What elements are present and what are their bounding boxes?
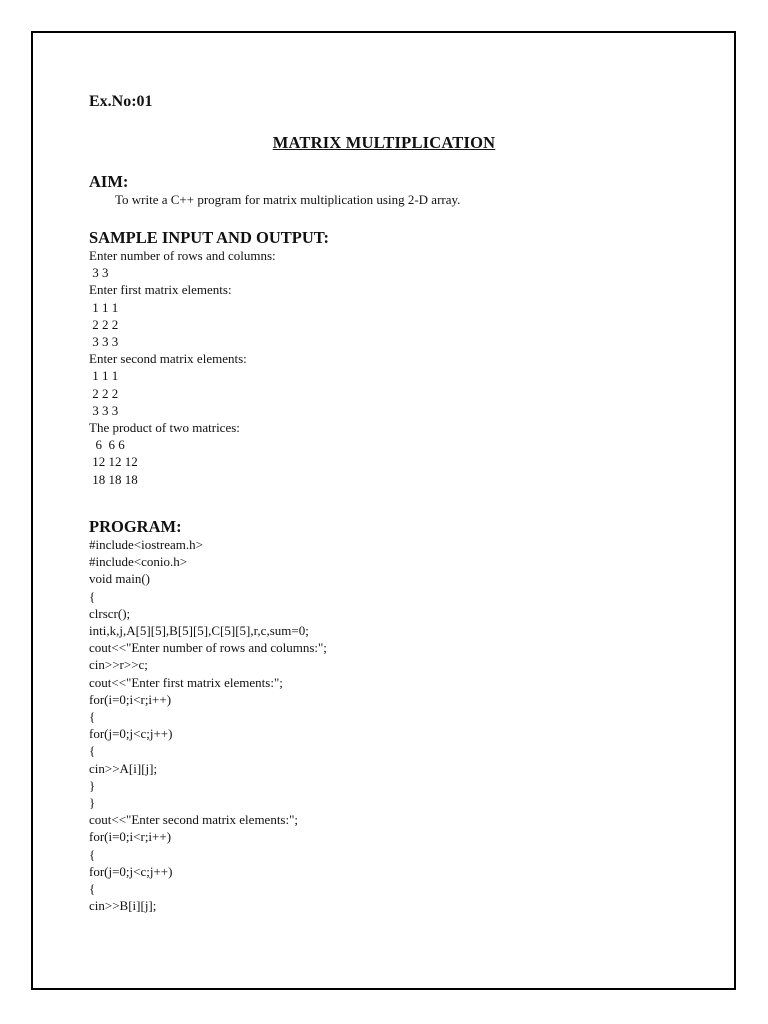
code-line: { <box>89 709 96 725</box>
code-line: cin>>A[i][j]; <box>89 760 158 776</box>
aim-text: To write a C++ program for matrix multiplication using 2-D array. <box>115 192 461 207</box>
code-line: } <box>89 777 96 793</box>
sample-io-line: 1 1 1 <box>89 299 119 315</box>
code-line: { <box>89 588 96 604</box>
sample-io-line: 6 6 6 <box>89 437 125 453</box>
sample-io-line: The product of two matrices: <box>89 420 240 436</box>
program-heading: PROGRAM: <box>89 517 182 536</box>
code-line: cout<<"Enter second matrix elements:"; <box>89 812 299 828</box>
code-line: { <box>89 743 96 759</box>
aim-heading: AIM: <box>89 172 129 191</box>
sample-io-line: 2 2 2 <box>89 316 119 332</box>
sample-io-heading: SAMPLE INPUT AND OUTPUT: <box>89 228 330 247</box>
code-line: { <box>89 881 96 897</box>
exercise-number: Ex.No:01 <box>89 93 153 110</box>
aim-section <box>89 172 460 208</box>
sample-io-line: 3 3 <box>89 265 109 281</box>
program-code <box>89 536 327 914</box>
code-line: for(i=0;i<r;i++) <box>89 829 172 845</box>
sample-io-line: 3 3 3 <box>89 334 119 350</box>
code-line: } <box>89 795 96 811</box>
code-line: { <box>89 846 96 862</box>
sample-io-line: Enter first matrix elements: <box>89 282 232 298</box>
code-line: cout<<"Enter number of rows and columns:"; <box>89 640 327 656</box>
sample-io-line: 1 1 1 <box>89 368 119 384</box>
code-line: cout<<"Enter first matrix elements:"; <box>89 674 283 690</box>
code-line: for(j=0;j<c;j++) <box>89 726 173 742</box>
code-line: cin>>B[i][j]; <box>89 898 157 914</box>
code-line: inti,k,j,A[5][5],B[5][5],C[5][5],r,c,sum=0; <box>89 623 309 639</box>
sample-io-line: 12 12 12 <box>89 454 138 470</box>
sample-io-line: Enter number of rows and columns: <box>89 248 276 263</box>
program-section <box>89 517 327 914</box>
code-line: #include<iostream.h> <box>89 537 203 552</box>
code-line: clrscr(); <box>89 605 131 621</box>
document-title: MATRIX MULTIPLICATION <box>272 133 496 152</box>
sample-io-line: 3 3 3 <box>89 402 119 418</box>
sample-io-line: Enter second matrix elements: <box>89 351 247 367</box>
code-line: #include<conio.h> <box>89 554 188 570</box>
code-line: for(j=0;j<c;j++) <box>89 863 173 879</box>
code-line: cin>>r>>c; <box>89 657 148 673</box>
code-line: void main() <box>89 571 151 587</box>
sample-io-section <box>89 228 329 488</box>
sample-io-lines <box>89 247 329 488</box>
exercise-header <box>89 92 689 112</box>
code-line: for(i=0;i<r;i++) <box>89 691 172 707</box>
sample-io-line: 2 2 2 <box>89 385 119 401</box>
sample-io-line: 18 18 18 <box>89 471 138 487</box>
